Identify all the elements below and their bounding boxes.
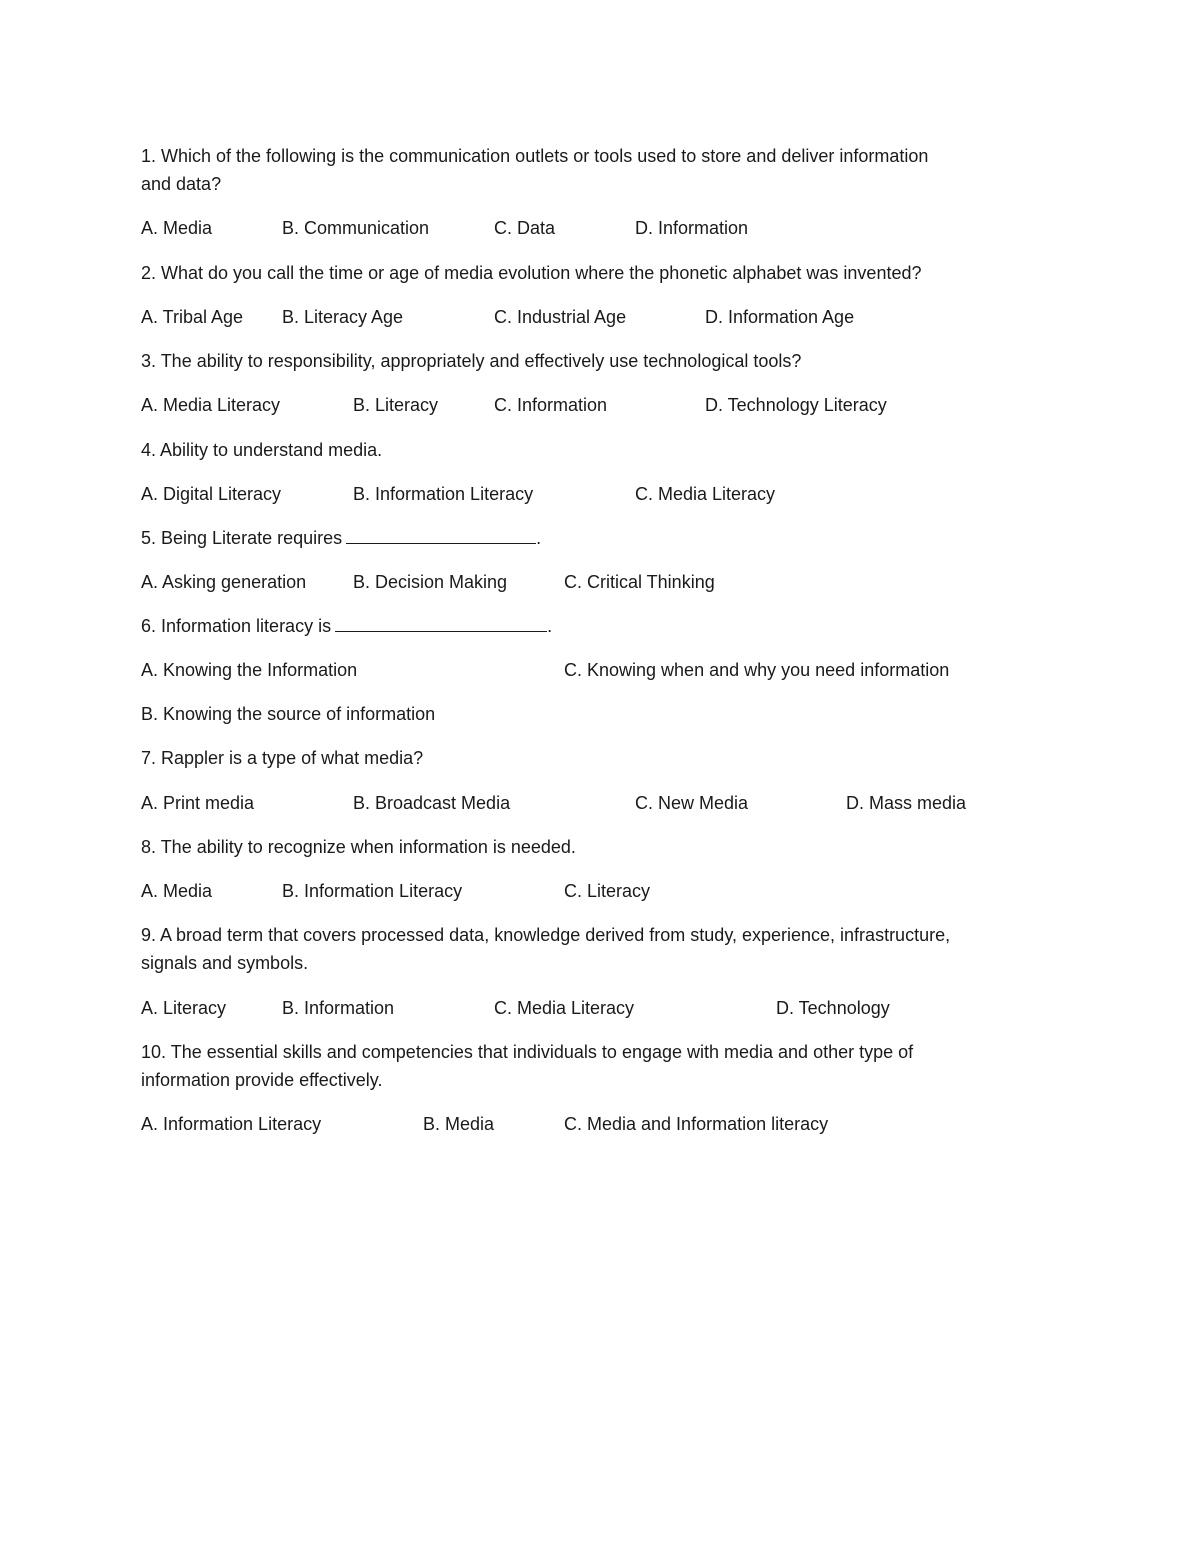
question-6-option-a: A. Knowing the Information [141, 660, 358, 680]
question-3-option-a: A. Media Literacy [141, 395, 281, 415]
question-4-option-b: B. Information Literacy [353, 484, 534, 504]
question-5-option-a: A. Asking generation [141, 572, 307, 592]
question-10-text-line-2: information provide effectively. [141, 1070, 383, 1090]
question-1-option-d: D. Information [635, 218, 749, 238]
question-2-option-c: C. Industrial Age [494, 307, 627, 327]
question-6-option-b: B. Knowing the source of information [141, 704, 436, 724]
question-9-text-line-1: 9. A broad term that covers processed data, knowledge derived from study, experience, infrastructure, [141, 925, 951, 945]
answer-blank [346, 525, 536, 544]
question-7-text: 7. Rappler is a type of what media? [141, 748, 424, 768]
question-10-text-line-1: 10. The essential skills and competencies that individuals to engage with media and other type of [141, 1042, 914, 1062]
question-6-option-c: C. Knowing when and why you need information [564, 660, 950, 680]
question-4-option-c: C. Media Literacy [635, 484, 776, 504]
question-9-text-line-2: signals and symbols. [141, 953, 309, 973]
answer-blank [335, 613, 547, 632]
question-8-option-a: A. Media [141, 881, 213, 901]
question-7-option-b: B. Broadcast Media [353, 793, 511, 813]
question-6-prompt: 6. Information literacy is [141, 616, 332, 636]
question-7-option-d: D. Mass media [846, 793, 967, 813]
question-9-option-c: C. Media Literacy [494, 998, 635, 1018]
question-7-option-c: C. New Media [635, 793, 749, 813]
question-10-option-b: B. Media [423, 1114, 495, 1134]
question-5-period: . [536, 528, 542, 548]
question-8-text: 8. The ability to recognize when information is needed. [141, 837, 576, 857]
question-5-option-b: B. Decision Making [353, 572, 508, 592]
question-2-text: 2. What do you call the time or age of media evolution where the phonetic alphabet was invented? [141, 263, 922, 283]
question-6-period: . [547, 616, 553, 636]
question-7-option-a: A. Print media [141, 793, 255, 813]
question-3-option-c: C. Information [494, 395, 608, 415]
question-1-option-b: B. Communication [282, 218, 430, 238]
question-2-option-a: A. Tribal Age [141, 307, 244, 327]
question-8-option-b: B. Information Literacy [282, 881, 463, 901]
question-5-option-c: C. Critical Thinking [564, 572, 715, 592]
question-10-option-a: A. Information Literacy [141, 1114, 322, 1134]
question-1-option-a: A. Media [141, 218, 213, 238]
question-9-option-a: A. Literacy [141, 998, 227, 1018]
question-1-option-c: C. Data [494, 218, 556, 238]
question-9-option-d: D. Technology [776, 998, 890, 1018]
question-3-option-d: D. Technology Literacy [705, 395, 887, 415]
question-2-option-b: B. Literacy Age [282, 307, 404, 327]
question-10-option-c: C. Media and Information literacy [564, 1114, 829, 1134]
question-9-option-b: B. Information [282, 998, 395, 1018]
question-1-text-line-1: 1. Which of the following is the communication outlets or tools used to store and deliver information [141, 146, 929, 166]
question-3-text: 3. The ability to responsibility, appropriately and effectively use technological tools? [141, 351, 802, 371]
question-2-option-d: D. Information Age [705, 307, 855, 327]
question-3-option-b: B. Literacy [353, 395, 439, 415]
question-4-option-a: A. Digital Literacy [141, 484, 282, 504]
question-8-option-c: C. Literacy [564, 881, 651, 901]
question-6-text [141, 612, 552, 640]
question-5-text [141, 524, 541, 552]
question-1-text-line-2: and data? [141, 174, 222, 194]
question-5-prompt: 5. Being Literate requires [141, 528, 343, 548]
question-4-text: 4. Ability to understand media. [141, 440, 383, 460]
